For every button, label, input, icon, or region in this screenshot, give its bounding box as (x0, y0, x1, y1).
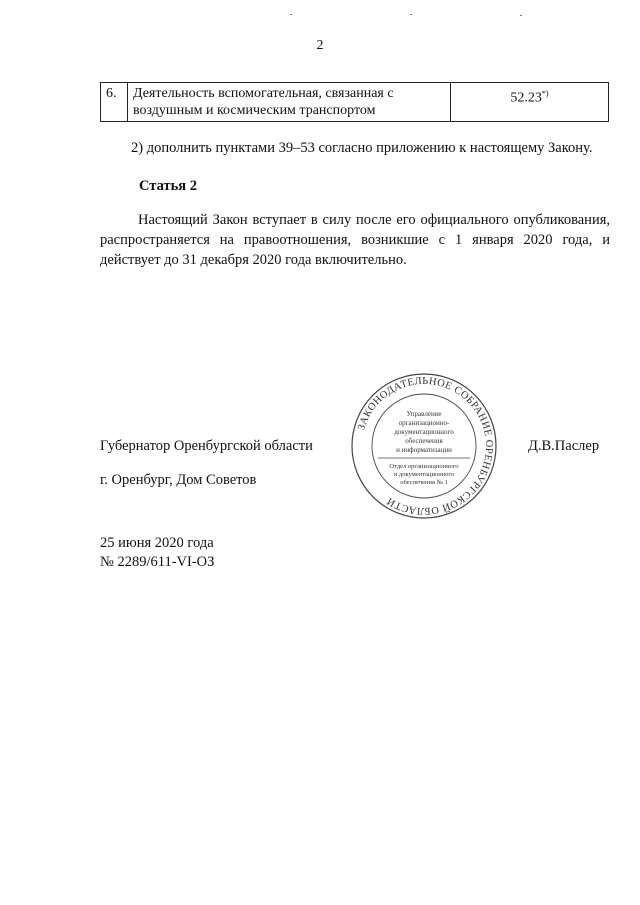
signatory-position: Губернатор Оренбургской области (100, 438, 313, 454)
seal-line: Отдел организационного (389, 463, 459, 470)
okved-table (100, 82, 609, 122)
page-number: 2 (316, 38, 324, 53)
row-number: 6. (101, 83, 128, 122)
official-seal (350, 372, 498, 520)
signatory-name: Д.В.Паслер (528, 438, 600, 454)
amendment-item-2: 2) дополнить пунктами 39–53 согласно приложению к настоящему Закону. (131, 140, 593, 156)
signing-date: 25 июня 2020 года (100, 535, 214, 551)
seal-ring-text: ЗАКОНОДАТЕЛЬНОЕ СОБРАНИЕ ОРЕНБУРГСКОЙ ОБЛАСТИ (356, 375, 495, 517)
article-2-paragraph: Настоящий Закон вступает в силу после его официального опубликования, распространяется на правоотношения, возникшие с 1 января 2020 года, и действует до 31 декабря 2020 года включительно. (100, 212, 610, 268)
scan-speck (410, 14, 412, 15)
row-code: 52.23 (510, 90, 542, 106)
seal-line: и документационного (393, 471, 455, 478)
seal-line: обеспечения № 1 (400, 479, 448, 486)
article-2-heading: Статья 2 (139, 178, 197, 194)
seal-line: Управление (406, 410, 442, 418)
seal-line: организационно- (398, 419, 450, 427)
row-code-footnote: *) (541, 89, 549, 98)
seal-line: обеспечения (405, 437, 443, 445)
seal-line: и информатизации (396, 446, 452, 454)
registration-number: № 2289/611-VI-ОЗ (100, 554, 215, 570)
row-description: Деятельность вспомогательная, связанная с воздушным и космическим транспортом (128, 83, 451, 122)
seal-line: документационного (394, 428, 454, 436)
table-row (101, 83, 609, 122)
row-code-cell (451, 83, 609, 122)
scan-speck (290, 14, 292, 15)
signing-place: г. Оренбург, Дом Советов (100, 472, 257, 488)
scan-speck (520, 15, 522, 16)
